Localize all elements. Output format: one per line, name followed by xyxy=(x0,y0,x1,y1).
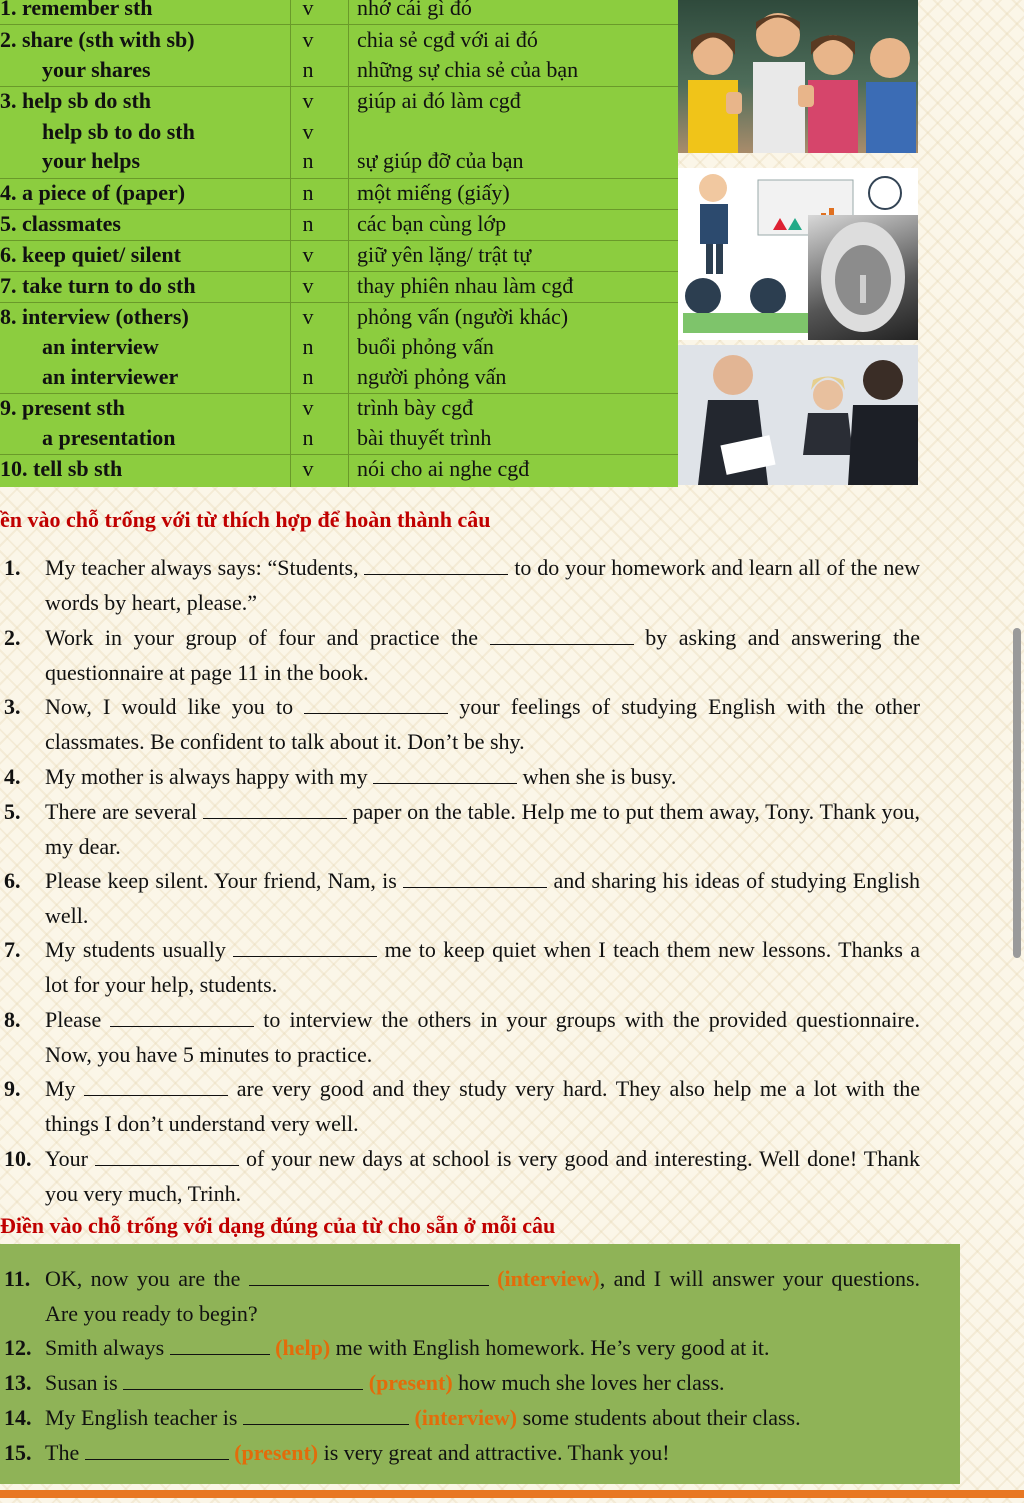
answer-blank[interactable] xyxy=(95,1147,239,1166)
answer-blank[interactable] xyxy=(243,1406,409,1425)
answer-blank[interactable] xyxy=(249,1267,489,1286)
vocab-table: 1. remember sth v nhớ cái gì đó 2. share (sth with sb) v chia sẻ cgđ với ai đó your shares n những sự chia sẻ của bạn 3. help sb do sth v giúp ai đó làm cgđ help sb to do sth v your helps n sự giúp đỡ của bạn 4. a piece of (paper) n một miếng (giấy) 5. classmates n các bạn cùng lớp 6. keep quiet/ silent v giữ yên lặng/ trật tự 7. take turn to do sth v thay phiên nhau làm cgđ 8. interview (others) v phỏng vấn (người khác) an interview n buổi phỏng vấn an interviewer n người phỏng vấn 9. present sth v trình bày cgđ a presentation n bài thuyết trình 10. tell sb sth v nói cho ai nghe cgđ xyxy=(0,0,678,487)
answer-blank[interactable] xyxy=(110,1008,254,1027)
answer-blank[interactable] xyxy=(403,869,547,888)
answer-blank[interactable] xyxy=(373,765,517,784)
section-heading: ền vào chỗ trống với từ thích hợp để hoàn thành câu xyxy=(0,507,491,532)
job-interview-photo xyxy=(678,345,918,485)
answer-blank[interactable] xyxy=(490,626,634,645)
child-shushing-photo xyxy=(808,215,918,340)
students-thumbs-up-photo xyxy=(678,0,918,153)
answer-blank[interactable] xyxy=(304,695,448,714)
answer-blank[interactable] xyxy=(84,1077,228,1096)
word-hint: (present) xyxy=(368,1370,453,1395)
word-hint: (help) xyxy=(275,1335,331,1360)
table-divider xyxy=(348,0,349,487)
answer-blank[interactable] xyxy=(170,1336,270,1355)
word-hint: (interview) xyxy=(497,1266,600,1291)
answer-blank[interactable] xyxy=(85,1441,229,1460)
word-hint: (present) xyxy=(234,1440,319,1465)
answer-blank[interactable] xyxy=(233,938,377,957)
word-hint: (interview) xyxy=(414,1405,518,1430)
answer-blank[interactable] xyxy=(364,556,508,575)
scrollbar[interactable] xyxy=(1013,628,1021,958)
footer-bar xyxy=(0,1490,1024,1498)
answer-blank[interactable] xyxy=(123,1371,363,1390)
section-heading: Điền vào chỗ trống với dạng đúng của từ cho sẵn ở mỗi câu xyxy=(0,1213,556,1238)
answer-blank[interactable] xyxy=(203,800,347,819)
